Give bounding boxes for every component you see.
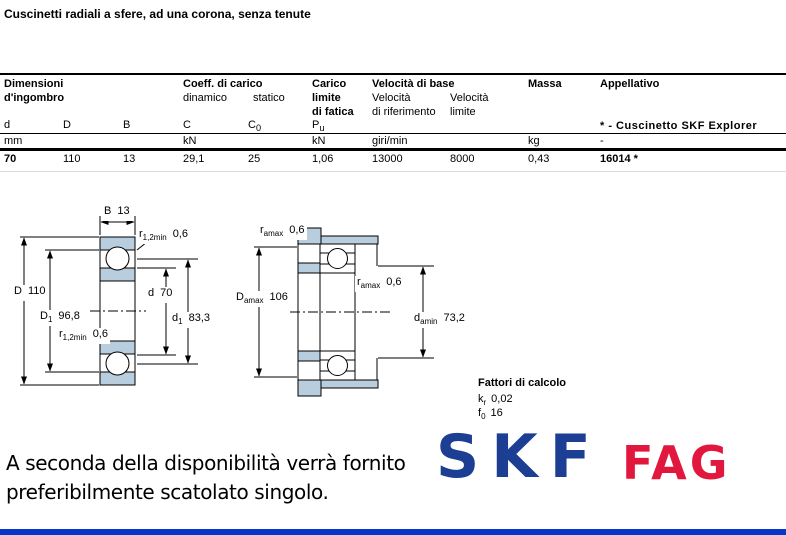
- unit-mm: mm: [4, 135, 23, 147]
- col-header-limite: limite: [312, 92, 341, 104]
- table-thick-rule: [0, 148, 786, 151]
- col-header-dinamico: dinamico: [183, 92, 228, 104]
- bearing-drawings-svg: [0, 195, 786, 435]
- col-header-carico: Carico: [312, 78, 347, 90]
- table-units-rule: [0, 133, 786, 134]
- availability-note-line1: A seconda della disponibilità verrà fornito: [6, 451, 406, 475]
- unit-kn-dyn: kN: [183, 135, 197, 147]
- dim-label-Damax: $D_{amax}$ 106: [236, 291, 288, 306]
- cell-dyn-C: 29,1: [183, 153, 205, 165]
- col-header-velocita: Velocità di base: [372, 78, 455, 90]
- col-header-vel-rif-2: di riferimento: [372, 106, 436, 118]
- dim-label-r-top: $r_{1,2min}$ 0,6: [139, 228, 188, 243]
- dim-label-ramax-mid: $r_{amax}$ 0,6: [357, 276, 402, 291]
- page-title: Cuscinetti radiali a sfere, ad una corona, senza tenute: [4, 7, 311, 21]
- unit-kn-fat: kN: [312, 135, 326, 147]
- col-header-massa: Massa: [528, 78, 562, 90]
- col-header-dimensioni: Dimensioni: [4, 78, 64, 90]
- col-symbol-D: D: [63, 119, 71, 131]
- cell-ref-speed: 13000: [372, 153, 403, 165]
- skf-logo: SKF: [436, 422, 603, 492]
- dim-label-D1: $D_1$ 96,8: [40, 310, 80, 325]
- dim-label-r-bottom: $r_{1,2min}$ 0,6: [59, 328, 108, 343]
- unit-kg: kg: [528, 135, 540, 147]
- footer-bar: [0, 529, 786, 535]
- factors-title: Fattori di calcolo: [478, 377, 567, 389]
- dim-label-d1: $d_1$ 83,3: [172, 312, 210, 327]
- table-bottom-rule: [0, 171, 786, 172]
- col-symbol-Pu: $P_u$: [312, 119, 325, 134]
- col-header-di-fatica: di fatica: [312, 106, 354, 118]
- col-header-vel-lim-2: limite: [450, 106, 476, 118]
- dim-label-d: d 70: [146, 287, 174, 303]
- col-symbol-C: C: [183, 119, 191, 131]
- cell-bore-d: 70: [4, 153, 17, 165]
- cell-stat-C0: 25: [248, 153, 261, 165]
- col-symbol-B: B: [123, 119, 131, 131]
- col-symbol-d: d: [4, 119, 11, 131]
- skf-explorer-note: * - Cuscinetto SKF Explorer: [600, 120, 758, 132]
- cell-outer-D: 110: [63, 153, 81, 165]
- cell-designation: 16014 *: [600, 153, 638, 165]
- dim-label-B: B 13: [102, 205, 132, 221]
- col-header-vel-lim-1: Velocità: [450, 92, 489, 104]
- cell-mass: 0,43: [528, 153, 550, 165]
- col-symbol-C0: $C_0$: [248, 119, 262, 134]
- col-header-vel-rif-1: Velocità: [372, 92, 411, 104]
- cell-fatigue-Pu: 1,06: [312, 153, 334, 165]
- dim-label-D: D 110: [12, 285, 48, 301]
- col-header-appellativo: Appellativo: [600, 78, 660, 90]
- cell-width-B: 13: [123, 153, 136, 165]
- dim-label-damin: $d_{amin}$ 73,2: [414, 312, 465, 327]
- table-top-rule: [0, 73, 786, 75]
- right-mounting-drawing: [254, 228, 434, 396]
- availability-note-line2: preferibilmente scatolato singolo.: [6, 480, 329, 504]
- factor-kr: $k_r$ 0,02: [478, 393, 513, 408]
- cell-lim-speed: 8000: [450, 153, 475, 165]
- col-header-statico: statico: [253, 92, 285, 104]
- col-header-ingombro: d'ingombro: [4, 92, 65, 104]
- unit-girimin: giri/min: [372, 135, 408, 147]
- col-header-coeff-carico: Coeff. di carico: [183, 78, 263, 90]
- dim-label-ramax-top: $r_{amax}$ 0,6: [260, 224, 305, 239]
- unit-dash: -: [600, 135, 604, 147]
- fag-logo: FAG: [622, 436, 731, 490]
- factor-f0: $f_0$ 16: [478, 407, 503, 422]
